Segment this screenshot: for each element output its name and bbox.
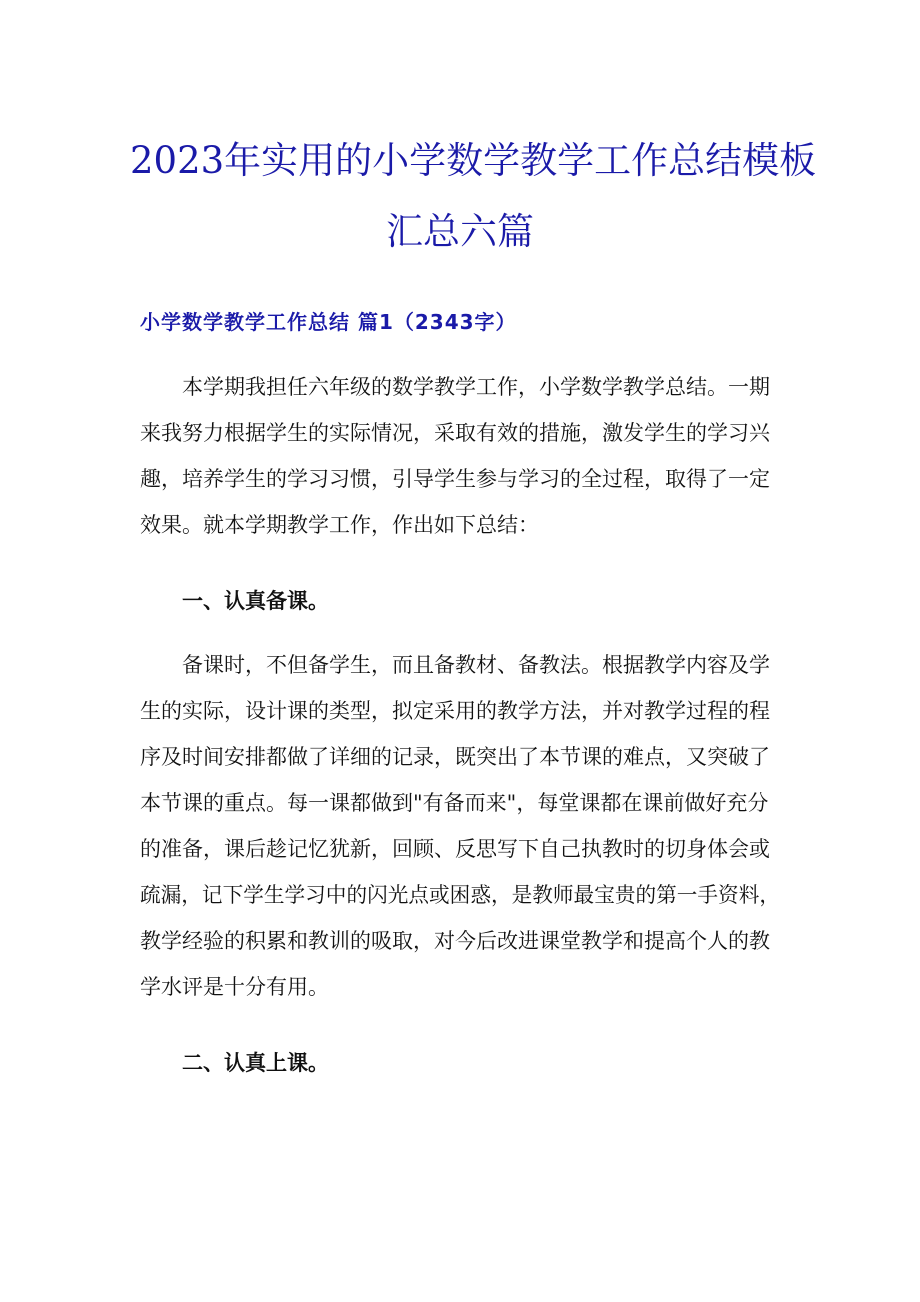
paragraph-line: 备课时，不但备学生，而且备教材、备教法。根据教学内容及学 [182, 653, 770, 677]
intro-line: 效果。就本学期教学工作，作出如下总结： [140, 513, 539, 537]
paragraph-line: 生的实际，设计课的类型，拟定采用的教学方法，并对教学过程的程 [140, 699, 770, 723]
subheading-teach-classes: 二、认真上课。 [182, 1051, 329, 1075]
document-title-line-1: 2023年实用的小学数学教学工作总结模板 [130, 139, 817, 182]
section-heading: 小学数学教学工作总结 篇1（2343字） [140, 310, 517, 334]
document-title-line-2: 汇总六篇 [386, 210, 534, 253]
paragraph-line: 序及时间安排都做了详细的记录，既突出了本节课的难点，又突破了 [140, 745, 770, 769]
subheading-prepare-lessons: 一、认真备课。 [182, 589, 329, 613]
intro-line: 本学期我担任六年级的数学教学工作，小学数学教学总结。一期 [182, 375, 770, 399]
paragraph-line: 教学经验的积累和教训的吸取，对今后改进课堂教学和提高个人的教 [140, 929, 770, 953]
intro-line: 趣，培养学生的学习习惯，引导学生参与学习的全过程，取得了一定 [140, 467, 770, 491]
paragraph-line: 学水评是十分有用。 [140, 975, 329, 999]
paragraph-line: 的准备，课后趁记忆犹新，回顾、反思写下自己执教时的切身体会或 [140, 837, 770, 861]
paragraph-line: 本节课的重点。每一课都做到"有备而来"，每堂课都在课前做好充分 [140, 791, 769, 815]
paragraph-line: 疏漏，记下学生学习中的闪光点或困惑，是教师最宝贵的第一手资料， [140, 883, 780, 907]
intro-line: 来我努力根据学生的实际情况，采取有效的措施，激发学生的学习兴 [140, 421, 770, 445]
